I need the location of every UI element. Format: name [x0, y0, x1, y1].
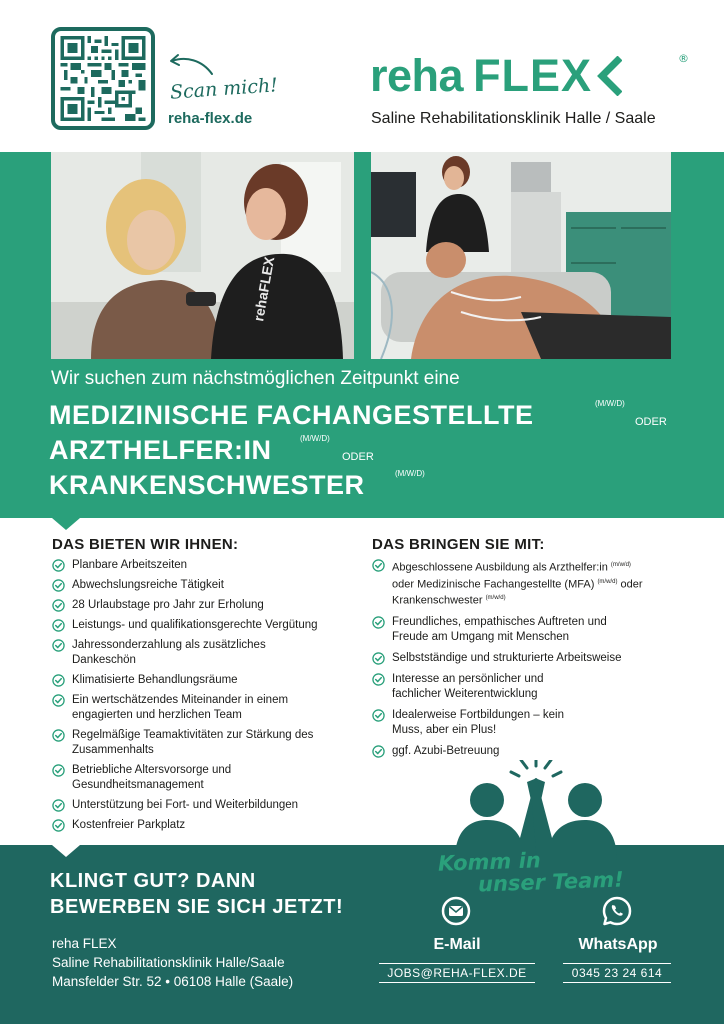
- list-item-text: 28 Urlaubstage pro Jahr zur Erholung: [72, 599, 264, 611]
- list-item-text: Idealerweise Fortbildungen – kein Muss, aber ein Plus!: [392, 708, 564, 736]
- footer-notch: [52, 845, 80, 857]
- list-item-text: oder Medizinische Fachangestellte (MFA): [392, 578, 595, 591]
- list-item-text: Abgeschlossene Ausbildung als Arzthelfer:in: [392, 561, 608, 574]
- check-circle-icon: [52, 764, 65, 777]
- list-item: [52, 763, 262, 793]
- job-title-mfa: MEDIZINISCHE FACHANGESTELLTE: [49, 400, 534, 430]
- logo: [370, 48, 622, 104]
- logo-reha: reha: [370, 50, 464, 101]
- list-item-text: Klimatisierte Behandlungsräume: [72, 674, 238, 686]
- job-gender-mfa: (M/W/D): [595, 399, 625, 408]
- check-circle-icon: [52, 819, 65, 832]
- list-item-text: Planbare Arbeitszeiten: [72, 559, 188, 571]
- job-title-arzthelfer: ARZTHELFER:IN: [49, 435, 272, 465]
- list-item-text: Unterstützung bei Fort- und Weiterbildungen: [72, 799, 299, 811]
- list-item: [52, 693, 322, 723]
- check-circle-icon: [52, 639, 65, 652]
- list-item-text: Leistungs- und qualifikationsgerechte Vergütung: [72, 619, 318, 631]
- gender-note: (m/w/d): [610, 562, 631, 568]
- gender-note: (m/w/d): [485, 595, 506, 602]
- svg-text:rehaFLEX: rehaFLEX: [250, 255, 278, 323]
- list-item-text: Freundliches, empathisches Auftreten und Freude am Umgang mit Menschen: [392, 615, 607, 643]
- list-item: [372, 651, 682, 666]
- photo-ecg: [371, 152, 671, 359]
- check-circle-icon: [52, 799, 65, 812]
- list-item: [52, 618, 352, 633]
- whatsapp-label: WhatsApp: [578, 936, 658, 953]
- check-circle-icon: [52, 559, 65, 572]
- list-item: [52, 798, 352, 813]
- check-circle-icon: [52, 619, 65, 632]
- list-item-text: Betriebliche Altersvorsorge und Gesundheitsmanagement: [72, 764, 232, 791]
- email-label: E-Mail: [433, 936, 481, 953]
- list-item-text: ggf. Azubi-Betreuung: [392, 744, 500, 757]
- photo-blood-pressure: [51, 152, 354, 359]
- email-icon[interactable]: [441, 896, 471, 926]
- job-connector-1: ODER: [635, 416, 667, 428]
- gender-note: (m/w/d): [597, 578, 618, 585]
- list-item-text: Ein wertschätzendes Miteinander in einem engagierten und herzlichen Team: [72, 694, 289, 721]
- slogan-line-1: Komm in: [437, 848, 542, 876]
- high-five-illustration: [435, 760, 645, 860]
- address-clinic: Saline Rehabilitationsklinik Halle/Saale: [52, 955, 285, 970]
- list-item-text: Abwechslungsreiche Tätigkeit: [72, 579, 224, 591]
- bring-title: DAS BRINGEN SIE MIT:: [372, 536, 545, 553]
- check-circle-icon: [52, 729, 65, 742]
- list-item: [52, 673, 352, 688]
- check-circle-icon: [372, 616, 385, 629]
- clinic-subtitle: Saline Rehabilitationsklinik Halle / Saale: [371, 110, 656, 127]
- email-value[interactable]: JOBS@REHA-FLEX.DE: [379, 963, 535, 983]
- list-item-text: Selbstständige und strukturierte Arbeitsweise: [392, 651, 622, 664]
- job-gender-arzthelfer: (M/W/D): [300, 434, 330, 443]
- check-circle-icon: [372, 673, 385, 686]
- check-circle-icon: [372, 652, 385, 665]
- list-item: [372, 744, 682, 759]
- list-item: [372, 615, 612, 645]
- check-circle-icon: [372, 745, 385, 758]
- list-item: [372, 558, 682, 608]
- check-circle-icon: [52, 674, 65, 687]
- check-circle-icon: [52, 599, 65, 612]
- cta-line-2: BEWERBEN SIE SICH JETZT!: [50, 896, 344, 918]
- job-gender-krankenschwester: (M/W/D): [395, 469, 425, 478]
- address-street: Mansfelder Str. 52 • 06108 Halle (Saale): [52, 974, 294, 989]
- check-circle-icon: [372, 709, 385, 722]
- arrow-icon: [168, 52, 218, 78]
- list-item: [52, 638, 292, 668]
- job-connector-2: ODER: [342, 451, 374, 463]
- list-item-text: Regelmäßige Teamaktivitäten zur Stärkung des Zusammenhalts: [72, 729, 314, 756]
- logo-flex: FLEX: [473, 50, 593, 101]
- list-item: [52, 818, 352, 833]
- qr-url[interactable]: reha-flex.de: [168, 110, 253, 127]
- hero-lead-text: Wir suchen zum nächstmöglichen Zeitpunkt eine: [51, 368, 460, 389]
- list-item-text: Krankenschwester: [392, 594, 483, 607]
- check-circle-icon: [52, 579, 65, 592]
- list-item: [52, 598, 352, 613]
- header: [0, 0, 724, 152]
- list-item: [52, 558, 352, 573]
- whatsapp-value[interactable]: 0345 23 24 614: [563, 963, 671, 983]
- list-item-text: oder: [620, 578, 643, 591]
- hero-section: [0, 152, 724, 518]
- qr-code[interactable]: [51, 27, 155, 130]
- scan-me-text: Scan mich!: [169, 74, 279, 104]
- cta-line-1: KLINGT GUT? DANN: [50, 870, 256, 892]
- list-item-text: Kostenfreier Parkplatz: [72, 819, 186, 831]
- offer-list: [52, 558, 352, 833]
- logo-chevron-icon: [594, 56, 622, 96]
- list-item: [52, 728, 332, 758]
- section-notch: [52, 518, 80, 530]
- offer-title: DAS BIETEN WIR IHNEN:: [52, 536, 239, 553]
- list-item-text: Interesse an persönlicher und fachlicher Weiterentwicklung: [392, 672, 544, 700]
- address-company: reha FLEX: [52, 936, 117, 951]
- list-item-text: Jahressonderzahlung als zusätzliches Dankeschön: [72, 639, 266, 666]
- bring-list: [372, 558, 682, 759]
- list-item: [372, 708, 572, 738]
- registered-mark: ®: [678, 52, 689, 65]
- whatsapp-icon[interactable]: [602, 896, 632, 926]
- list-item: [52, 578, 352, 593]
- job-title-krankenschwester: KRANKENSCHWESTER: [49, 470, 365, 500]
- list-item: [372, 672, 572, 702]
- slogan-line-2: unser Team!: [477, 867, 625, 897]
- check-circle-icon: [372, 559, 385, 572]
- check-circle-icon: [52, 694, 65, 707]
